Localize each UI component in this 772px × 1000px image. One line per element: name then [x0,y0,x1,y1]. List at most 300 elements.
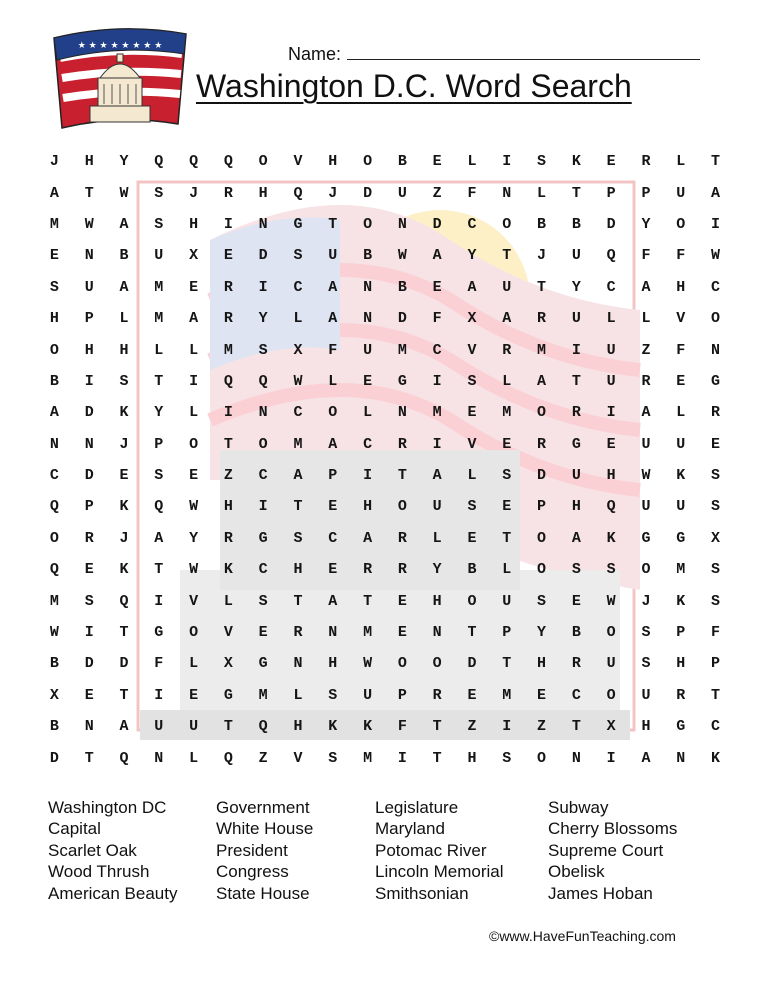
grid-letter[interactable]: E [467,686,477,704]
grid-letter[interactable]: R [397,561,407,579]
grid-letter[interactable]: Y [571,278,581,296]
grid-letter[interactable]: T [711,153,721,171]
grid-letter[interactable]: R [641,153,651,171]
grid-letter[interactable]: E [432,278,442,296]
grid-letter[interactable]: P [502,624,512,642]
grid-letter[interactable]: G [154,624,164,642]
grid-letter[interactable]: H [328,153,338,171]
grid-letter[interactable]: S [258,592,268,610]
grid-letter[interactable]: L [189,404,199,422]
grid-letter[interactable]: C [328,529,338,547]
grid-letter[interactable]: L [676,153,686,171]
grid-letter[interactable]: Q [258,372,268,390]
grid-letter[interactable]: K [571,153,581,171]
grid-letter[interactable]: P [641,184,651,202]
grid-letter[interactable]: K [676,592,686,610]
grid-letter[interactable]: S [467,372,477,390]
grid-letter[interactable]: O [258,435,268,453]
grid-letter[interactable]: Y [537,624,547,642]
grid-letter[interactable]: T [502,655,512,673]
grid-letter[interactable]: M [397,341,407,359]
grid-letter[interactable]: R [363,561,373,579]
grid-letter[interactable]: E [467,404,477,422]
grid-letter[interactable]: T [84,749,94,767]
grid-letter[interactable]: Y [189,529,199,547]
grid-letter[interactable]: O [641,561,651,579]
grid-letter[interactable]: I [432,372,442,390]
grid-letter[interactable]: B [397,278,407,296]
grid-letter[interactable]: P [606,184,616,202]
grid-letter[interactable]: O [189,435,199,453]
grid-letter[interactable]: U [606,372,616,390]
grid-letter[interactable]: N [397,404,407,422]
grid-letter[interactable]: C [293,404,303,422]
grid-letter[interactable]: S [49,278,59,296]
grid-letter[interactable]: F [467,184,477,202]
grid-letter[interactable]: U [571,467,581,485]
grid-letter[interactable]: X [223,655,233,673]
grid-letter[interactable]: L [363,404,373,422]
grid-letter[interactable]: Q [606,247,616,265]
grid-letter[interactable]: Q [189,153,199,171]
grid-letter[interactable]: O [502,215,512,233]
grid-letter[interactable]: L [432,529,442,547]
grid-letter[interactable]: K [328,718,338,736]
grid-letter[interactable]: E [189,278,199,296]
grid-letter[interactable]: I [711,215,721,233]
grid-letter[interactable]: N [49,435,59,453]
grid-letter[interactable]: N [363,310,373,328]
grid-letter[interactable]: E [84,561,94,579]
grid-letter[interactable]: E [363,372,373,390]
grid-letter[interactable]: I [84,624,94,642]
grid-letter[interactable]: L [223,592,233,610]
grid-letter[interactable]: J [119,435,129,453]
grid-letter[interactable]: I [606,404,616,422]
grid-letter[interactable]: Y [467,247,477,265]
grid-letter[interactable]: Q [606,498,616,516]
grid-letter[interactable]: S [293,529,303,547]
grid-letter[interactable]: H [537,655,547,673]
grid-letter[interactable]: T [119,624,129,642]
grid-letter[interactable]: R [676,686,686,704]
grid-letter[interactable]: P [154,435,164,453]
grid-letter[interactable]: L [189,655,199,673]
grid-letter[interactable]: A [537,372,547,390]
grid-letter[interactable]: W [641,467,651,485]
grid-letter[interactable]: M [502,686,512,704]
grid-letter[interactable]: M [432,404,442,422]
grid-letter[interactable]: W [397,247,407,265]
grid-letter[interactable]: C [293,278,303,296]
grid-letter[interactable]: O [537,404,547,422]
grid-letter[interactable]: T [571,372,581,390]
grid-letter[interactable]: S [711,592,721,610]
grid-letter[interactable]: R [293,624,303,642]
grid-letter[interactable]: N [84,718,94,736]
grid-letter[interactable]: H [432,592,442,610]
grid-letter[interactable]: Q [119,592,129,610]
grid-letter[interactable]: H [189,215,199,233]
grid-letter[interactable]: N [84,435,94,453]
grid-letter[interactable]: B [49,372,59,390]
grid-letter[interactable]: R [84,529,94,547]
grid-letter[interactable]: D [537,467,547,485]
grid-letter[interactable]: J [537,247,547,265]
grid-letter[interactable]: R [711,404,721,422]
grid-letter[interactable]: T [537,278,547,296]
name-line[interactable] [347,45,700,60]
grid-letter[interactable]: N [363,278,373,296]
grid-letter[interactable]: S [119,372,129,390]
grid-letter[interactable]: S [641,655,651,673]
grid-letter[interactable]: U [189,718,199,736]
grid-letter[interactable]: M [502,404,512,422]
grid-letter[interactable]: U [328,247,338,265]
grid-letter[interactable]: A [328,435,338,453]
grid-letter[interactable]: N [571,749,581,767]
grid-letter[interactable]: H [641,718,651,736]
grid-letter[interactable]: N [84,247,94,265]
grid-letter[interactable]: H [363,498,373,516]
grid-letter[interactable]: O [258,153,268,171]
grid-letter[interactable]: E [711,435,721,453]
grid-letter[interactable]: T [223,718,233,736]
grid-letter[interactable]: U [676,184,686,202]
grid-letter[interactable]: U [502,592,512,610]
grid-letter[interactable]: E [328,498,338,516]
grid-letter[interactable]: X [293,341,303,359]
grid-letter[interactable]: Z [258,749,268,767]
grid-letter[interactable]: U [641,686,651,704]
grid-letter[interactable]: D [84,655,94,673]
grid-letter[interactable]: O [189,624,199,642]
grid-letter[interactable]: R [397,435,407,453]
grid-letter[interactable]: A [432,467,442,485]
grid-letter[interactable]: C [711,278,721,296]
grid-letter[interactable]: I [606,749,616,767]
grid-letter[interactable]: G [571,435,581,453]
grid-letter[interactable]: L [502,561,512,579]
grid-letter[interactable]: H [84,153,94,171]
grid-letter[interactable]: A [571,529,581,547]
grid-letter[interactable]: B [49,655,59,673]
grid-letter[interactable]: A [293,467,303,485]
grid-letter[interactable]: T [571,718,581,736]
grid-letter[interactable]: B [363,247,373,265]
grid-letter[interactable]: O [432,655,442,673]
grid-letter[interactable]: C [571,686,581,704]
grid-letter[interactable]: U [606,341,616,359]
grid-letter[interactable]: V [467,341,477,359]
grid-letter[interactable]: F [676,247,686,265]
grid-letter[interactable]: E [502,435,512,453]
grid-letter[interactable]: L [189,749,199,767]
grid-letter[interactable]: F [432,310,442,328]
grid-letter[interactable]: C [258,561,268,579]
grid-letter[interactable]: S [84,592,94,610]
grid-letter[interactable]: R [223,184,233,202]
grid-letter[interactable]: V [223,624,233,642]
grid-letter[interactable]: H [258,184,268,202]
grid-letter[interactable]: B [49,718,59,736]
grid-letter[interactable]: C [432,341,442,359]
grid-letter[interactable]: O [711,310,721,328]
grid-letter[interactable]: R [571,655,581,673]
grid-letter[interactable]: L [502,372,512,390]
grid-letter[interactable]: N [676,749,686,767]
grid-letter[interactable]: T [571,184,581,202]
grid-letter[interactable]: U [84,278,94,296]
grid-letter[interactable]: H [676,655,686,673]
grid-letter[interactable]: Q [49,498,59,516]
grid-letter[interactable]: H [467,749,477,767]
grid-letter[interactable]: L [119,310,129,328]
grid-letter[interactable]: R [502,341,512,359]
grid-letter[interactable]: D [397,310,407,328]
grid-letter[interactable]: S [154,215,164,233]
grid-letter[interactable]: O [676,215,686,233]
grid-letter[interactable]: U [154,247,164,265]
grid-letter[interactable]: Q [223,372,233,390]
grid-letter[interactable]: J [189,184,199,202]
grid-letter[interactable]: A [328,278,338,296]
grid-letter[interactable]: M [363,749,373,767]
grid-letter[interactable]: A [119,718,129,736]
grid-letter[interactable]: A [119,278,129,296]
grid-letter[interactable]: D [432,215,442,233]
grid-letter[interactable]: M [258,686,268,704]
grid-letter[interactable]: V [467,435,477,453]
grid-letter[interactable]: L [606,310,616,328]
grid-letter[interactable]: D [84,404,94,422]
grid-letter[interactable]: A [432,247,442,265]
grid-letter[interactable]: N [258,404,268,422]
grid-letter[interactable]: M [537,341,547,359]
grid-letter[interactable]: C [606,278,616,296]
grid-letter[interactable]: X [49,686,59,704]
grid-letter[interactable]: E [432,153,442,171]
grid-letter[interactable]: H [49,310,59,328]
grid-letter[interactable]: I [397,749,407,767]
grid-letter[interactable]: T [467,624,477,642]
grid-letter[interactable]: F [641,247,651,265]
grid-letter[interactable]: L [467,467,477,485]
grid-letter[interactable]: S [154,184,164,202]
grid-letter[interactable]: W [293,372,303,390]
grid-letter[interactable]: N [154,749,164,767]
grid-letter[interactable]: B [571,215,581,233]
grid-letter[interactable]: M [363,624,373,642]
grid-letter[interactable]: S [711,561,721,579]
grid-letter[interactable]: S [502,749,512,767]
grid-letter[interactable]: F [328,341,338,359]
grid-letter[interactable]: S [537,592,547,610]
grid-letter[interactable]: Z [432,184,442,202]
grid-letter[interactable]: G [258,655,268,673]
name-field[interactable] [288,44,700,65]
grid-letter[interactable]: S [502,467,512,485]
grid-letter[interactable]: E [223,247,233,265]
grid-letter[interactable]: Z [537,718,547,736]
grid-letter[interactable]: P [711,655,721,673]
grid-letter[interactable]: T [397,467,407,485]
grid-letter[interactable]: U [676,435,686,453]
grid-letter[interactable]: V [293,153,303,171]
grid-letter[interactable]: Y [154,404,164,422]
grid-letter[interactable]: O [537,529,547,547]
grid-letter[interactable]: F [711,624,721,642]
grid-letter[interactable]: I [189,372,199,390]
grid-letter[interactable]: N [293,655,303,673]
grid-letter[interactable]: Y [432,561,442,579]
grid-letter[interactable]: S [537,153,547,171]
grid-letter[interactable]: E [119,467,129,485]
grid-letter[interactable]: K [119,498,129,516]
grid-letter[interactable]: I [84,372,94,390]
grid-letter[interactable]: J [328,184,338,202]
grid-letter[interactable]: G [641,529,651,547]
grid-letter[interactable]: A [641,749,651,767]
grid-letter[interactable]: U [363,686,373,704]
grid-letter[interactable]: T [328,215,338,233]
grid-letter[interactable]: U [397,184,407,202]
grid-letter[interactable]: T [154,561,164,579]
grid-letter[interactable]: U [606,655,616,673]
grid-letter[interactable]: C [363,435,373,453]
grid-letter[interactable]: T [119,686,129,704]
grid-letter[interactable]: I [502,153,512,171]
grid-letter[interactable]: P [397,686,407,704]
grid-letter[interactable]: U [363,341,373,359]
grid-letter[interactable]: H [223,498,233,516]
grid-letter[interactable]: U [571,247,581,265]
grid-letter[interactable]: A [119,215,129,233]
grid-letter[interactable]: O [467,592,477,610]
grid-letter[interactable]: A [363,529,373,547]
grid-letter[interactable]: O [606,624,616,642]
grid-letter[interactable]: M [293,435,303,453]
grid-letter[interactable]: L [537,184,547,202]
grid-letter[interactable]: S [328,686,338,704]
grid-letter[interactable]: Q [154,498,164,516]
grid-letter[interactable]: A [641,278,651,296]
grid-letter[interactable]: K [676,467,686,485]
grid-letter[interactable]: W [84,215,94,233]
grid-letter[interactable]: W [711,247,721,265]
grid-letter[interactable]: T [432,749,442,767]
grid-letter[interactable]: T [293,498,303,516]
grid-letter[interactable]: Z [641,341,651,359]
grid-letter[interactable]: W [606,592,616,610]
grid-letter[interactable]: S [328,749,338,767]
grid-letter[interactable]: L [676,404,686,422]
grid-letter[interactable]: B [537,215,547,233]
grid-letter[interactable]: B [397,153,407,171]
grid-letter[interactable]: K [606,529,616,547]
grid-letter[interactable]: U [571,310,581,328]
grid-letter[interactable]: M [154,310,164,328]
grid-letter[interactable]: H [84,341,94,359]
grid-letter[interactable]: Q [223,749,233,767]
grid-letter[interactable]: S [606,561,616,579]
grid-letter[interactable]: E [397,624,407,642]
grid-letter[interactable]: R [432,686,442,704]
grid-letter[interactable]: H [293,561,303,579]
grid-letter[interactable]: S [467,498,477,516]
grid-letter[interactable]: G [676,529,686,547]
grid-letter[interactable]: W [363,655,373,673]
grid-letter[interactable]: K [711,749,721,767]
grid-letter[interactable]: E [571,592,581,610]
grid-letter[interactable]: E [258,624,268,642]
grid-letter[interactable]: R [397,529,407,547]
grid-letter[interactable]: A [641,404,651,422]
grid-letter[interactable]: K [223,561,233,579]
grid-letter[interactable]: O [363,215,373,233]
grid-letter[interactable]: Q [293,184,303,202]
grid-letter[interactable]: N [258,215,268,233]
grid-letter[interactable]: X [606,718,616,736]
grid-letter[interactable]: E [84,686,94,704]
grid-letter[interactable]: T [502,529,512,547]
grid-letter[interactable]: B [467,561,477,579]
grid-letter[interactable]: W [189,498,199,516]
grid-letter[interactable]: W [189,561,199,579]
grid-letter[interactable]: R [537,435,547,453]
grid-letter[interactable]: I [223,404,233,422]
grid-letter[interactable]: K [363,718,373,736]
grid-letter[interactable]: G [223,686,233,704]
grid-letter[interactable]: P [676,624,686,642]
grid-letter[interactable]: V [676,310,686,328]
grid-letter[interactable]: E [328,561,338,579]
grid-letter[interactable]: U [641,435,651,453]
grid-letter[interactable]: L [293,686,303,704]
grid-letter[interactable]: Q [119,749,129,767]
grid-letter[interactable]: U [641,498,651,516]
grid-letter[interactable]: U [432,498,442,516]
grid-letter[interactable]: M [49,592,59,610]
grid-letter[interactable]: O [537,561,547,579]
grid-letter[interactable]: H [606,467,616,485]
grid-letter[interactable]: A [711,184,721,202]
grid-letter[interactable]: T [711,686,721,704]
grid-letter[interactable]: Q [258,718,268,736]
grid-letter[interactable]: N [328,624,338,642]
grid-letter[interactable]: U [676,498,686,516]
grid-letter[interactable]: L [189,341,199,359]
grid-letter[interactable]: W [49,624,59,642]
grid-letter[interactable]: A [49,184,59,202]
grid-letter[interactable]: R [641,372,651,390]
grid-letter[interactable]: Q [49,561,59,579]
grid-letter[interactable]: M [676,561,686,579]
grid-letter[interactable]: X [467,310,477,328]
grid-letter[interactable]: N [711,341,721,359]
grid-letter[interactable]: R [571,404,581,422]
grid-letter[interactable]: D [363,184,373,202]
grid-letter[interactable]: W [119,184,129,202]
grid-letter[interactable]: I [154,686,164,704]
grid-letter[interactable]: I [432,435,442,453]
grid-letter[interactable]: D [467,655,477,673]
grid-letter[interactable]: T [84,184,94,202]
grid-letter[interactable]: T [432,718,442,736]
grid-letter[interactable]: D [258,247,268,265]
grid-letter[interactable]: E [502,498,512,516]
grid-letter[interactable]: H [571,498,581,516]
